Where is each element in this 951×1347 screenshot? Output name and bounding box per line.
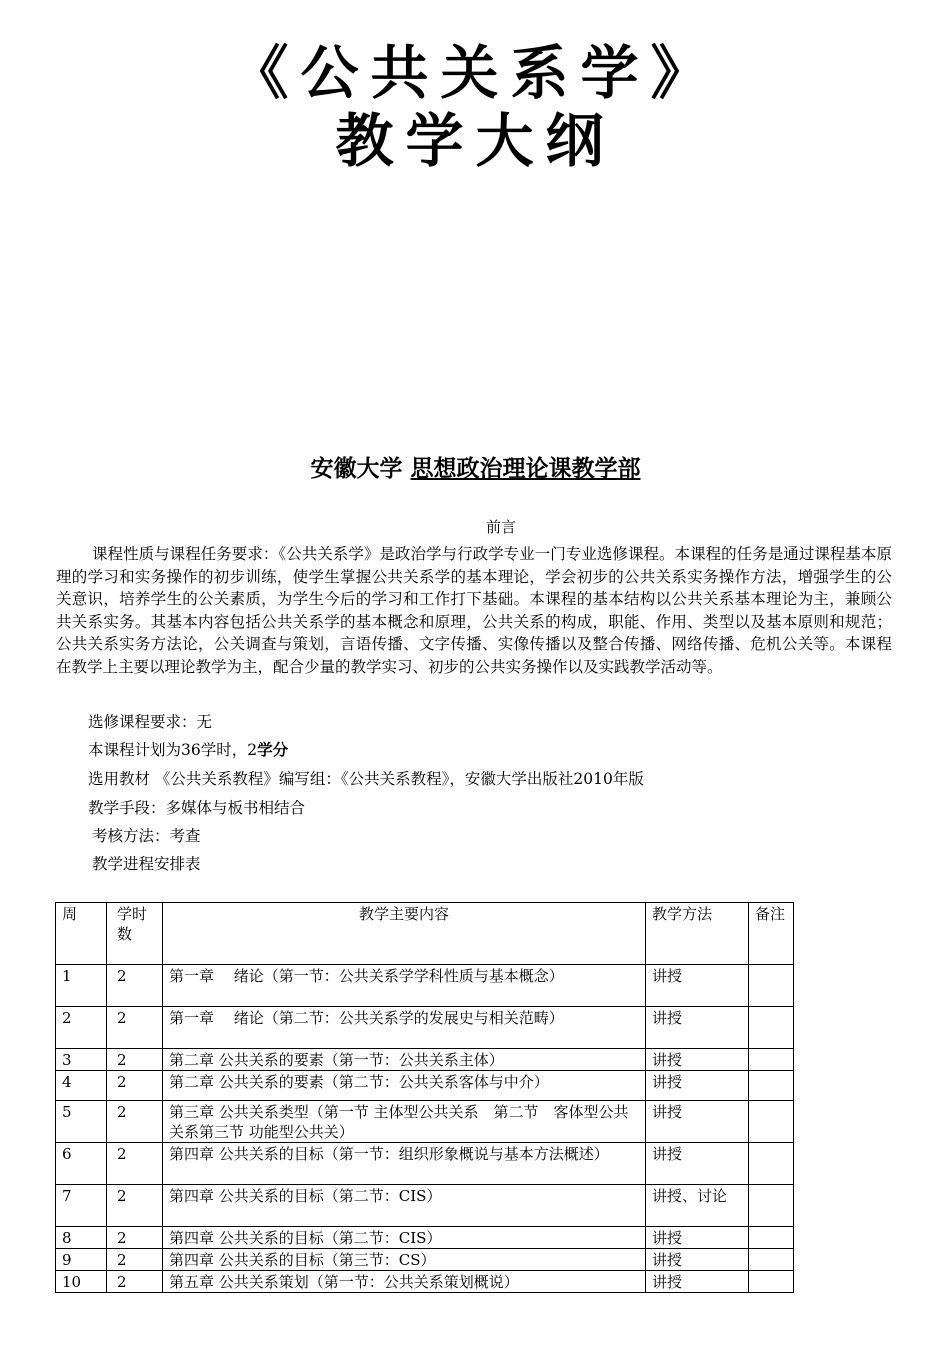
cell-hours: 2 bbox=[107, 1185, 163, 1227]
cell-content: 第一章 绪论（第一节：公共关系学学科性质与基本概念） bbox=[163, 965, 646, 1007]
header-content: 教学主要内容 bbox=[163, 903, 646, 965]
header-note: 备注 bbox=[749, 903, 794, 965]
cell-hours: 2 bbox=[107, 1049, 163, 1071]
cell-method: 讲授 bbox=[646, 1143, 749, 1185]
cell-week: 10 bbox=[56, 1271, 107, 1293]
organization-line bbox=[0, 450, 951, 483]
cell-note bbox=[749, 1071, 794, 1101]
cell-method: 讲授 bbox=[646, 1227, 749, 1249]
cell-note bbox=[749, 1227, 794, 1249]
cell-week: 9 bbox=[56, 1249, 107, 1271]
table-row bbox=[56, 1071, 794, 1101]
textbook-line: 选用教材 《公共关系教程》编写组：《公共关系教程》，安徽大学出版社2010年版 bbox=[88, 770, 644, 788]
cell-content: 第三章 公共关系类型（第一节 主体型公共关系 第二节 客体型公共关系第三节 功能型公共关） bbox=[163, 1101, 646, 1143]
cell-note bbox=[749, 1007, 794, 1049]
cell-note bbox=[749, 1185, 794, 1227]
course-plan-unit: 学分 bbox=[257, 741, 289, 759]
cell-note bbox=[749, 1249, 794, 1271]
cell-method: 讲授 bbox=[646, 1101, 749, 1143]
cell-method: 讲授、讨论 bbox=[646, 1185, 749, 1227]
preface-paragraph: 课程性质与课程任务要求：《公共关系学》是政治学与行政学专业一门专业选修课程。本课程的任务是通过课程基本原理的学习和实务操作的初步训练，使学生掌握公共关系学的基本理论，学会初步的公共关系实务操作方法，增强学生的公关意识，培养学生的公关素质，为学生今后的学习和工作打下基础。本课程的基本结构以公共关系基本理论为主，兼顾公共关系实务。其基本内容包括公共关系学的基本概念和原理，公共关系的构成，职能、作用、类型以及基本原则和规范；公共关系实务方法论，公关调查与策划，言语传播、文字传播、实像传播以及整合传播、网络传播、危机公关等。本课程在教学上主要以理论教学为主，配合少量的教学实习、初步的公共实务操作以及实践教学活动等。 bbox=[56, 545, 892, 676]
table-row bbox=[56, 1143, 794, 1185]
cell-week: 3 bbox=[56, 1049, 107, 1071]
cell-method: 讲授 bbox=[646, 1007, 749, 1049]
course-plan bbox=[88, 738, 288, 760]
cell-note bbox=[749, 1143, 794, 1185]
table-row bbox=[56, 1227, 794, 1249]
cell-content: 第四章 公共关系的目标（第二节：CIS） bbox=[163, 1227, 646, 1249]
cell-week: 4 bbox=[56, 1071, 107, 1101]
cell-hours: 2 bbox=[107, 1007, 163, 1049]
cell-week: 6 bbox=[56, 1143, 107, 1185]
header-week: 周 bbox=[56, 903, 107, 965]
cell-method: 讲授 bbox=[646, 1071, 749, 1101]
cell-hours: 2 bbox=[107, 1271, 163, 1293]
cell-note bbox=[749, 1049, 794, 1071]
header-hours: 学时数 bbox=[107, 903, 163, 965]
cell-week: 8 bbox=[56, 1227, 107, 1249]
cell-content: 第五章 公共关系策划（第一节：公共关系策划概说） bbox=[163, 1271, 646, 1293]
cell-hours: 2 bbox=[107, 1143, 163, 1185]
cell-content: 第四章 公共关系的目标（第三节：CS） bbox=[163, 1249, 646, 1271]
table-header-row bbox=[56, 903, 794, 965]
schedule-table bbox=[55, 902, 794, 1293]
document-title: 《公共关系学》 bbox=[230, 39, 721, 107]
cell-content: 第四章 公共关系的目标（第一节：组织形象概说与基本方法概述） bbox=[163, 1143, 646, 1185]
header-method: 教学方法 bbox=[646, 903, 749, 965]
cell-method: 讲授 bbox=[646, 1249, 749, 1271]
cell-method: 讲授 bbox=[646, 965, 749, 1007]
table-row bbox=[56, 1101, 794, 1143]
preface-heading: 前言 bbox=[486, 518, 517, 536]
table-row bbox=[56, 1249, 794, 1271]
table-row bbox=[56, 1185, 794, 1227]
cell-hours: 2 bbox=[107, 965, 163, 1007]
cell-method: 讲授 bbox=[646, 1271, 749, 1293]
cell-note bbox=[749, 965, 794, 1007]
cell-hours: 2 bbox=[107, 1071, 163, 1101]
cell-week: 2 bbox=[56, 1007, 107, 1049]
university-name: 安徽大学 bbox=[310, 456, 403, 482]
assessment-method: 考核方法：考查 bbox=[92, 827, 201, 845]
elective-requirement: 选修课程要求：无 bbox=[88, 713, 213, 731]
cell-content: 第二章 公共关系的要素（第一节：公共关系主体） bbox=[163, 1049, 646, 1071]
cell-note bbox=[749, 1101, 794, 1143]
table-row bbox=[56, 1271, 794, 1293]
cell-hours: 2 bbox=[107, 1249, 163, 1271]
cell-week: 5 bbox=[56, 1101, 107, 1143]
teaching-means: 教学手段：多媒体与板书相结合 bbox=[88, 799, 306, 817]
course-plan-hours: 本课程计划为36学时，2 bbox=[88, 741, 258, 759]
department-name: 思想政治理论课教学部 bbox=[410, 456, 641, 482]
cell-method: 讲授 bbox=[646, 1049, 749, 1071]
table-row bbox=[56, 965, 794, 1007]
table-row bbox=[56, 1049, 794, 1071]
cell-content: 第四章 公共关系的目标（第二节：CIS） bbox=[163, 1185, 646, 1227]
schedule-title: 教学进程安排表 bbox=[92, 855, 201, 873]
document-subtitle: 教学大纲 bbox=[335, 107, 616, 175]
cell-hours: 2 bbox=[107, 1227, 163, 1249]
cell-week: 1 bbox=[56, 965, 107, 1007]
cell-week: 7 bbox=[56, 1185, 107, 1227]
cell-hours: 2 bbox=[107, 1101, 163, 1143]
table-row bbox=[56, 1007, 794, 1049]
cell-note bbox=[749, 1271, 794, 1293]
cell-content: 第二章 公共关系的要素（第二节：公共关系客体与中介） bbox=[163, 1071, 646, 1101]
cell-content: 第一章 绪论（第二节：公共关系学的发展史与相关范畴） bbox=[163, 1007, 646, 1049]
